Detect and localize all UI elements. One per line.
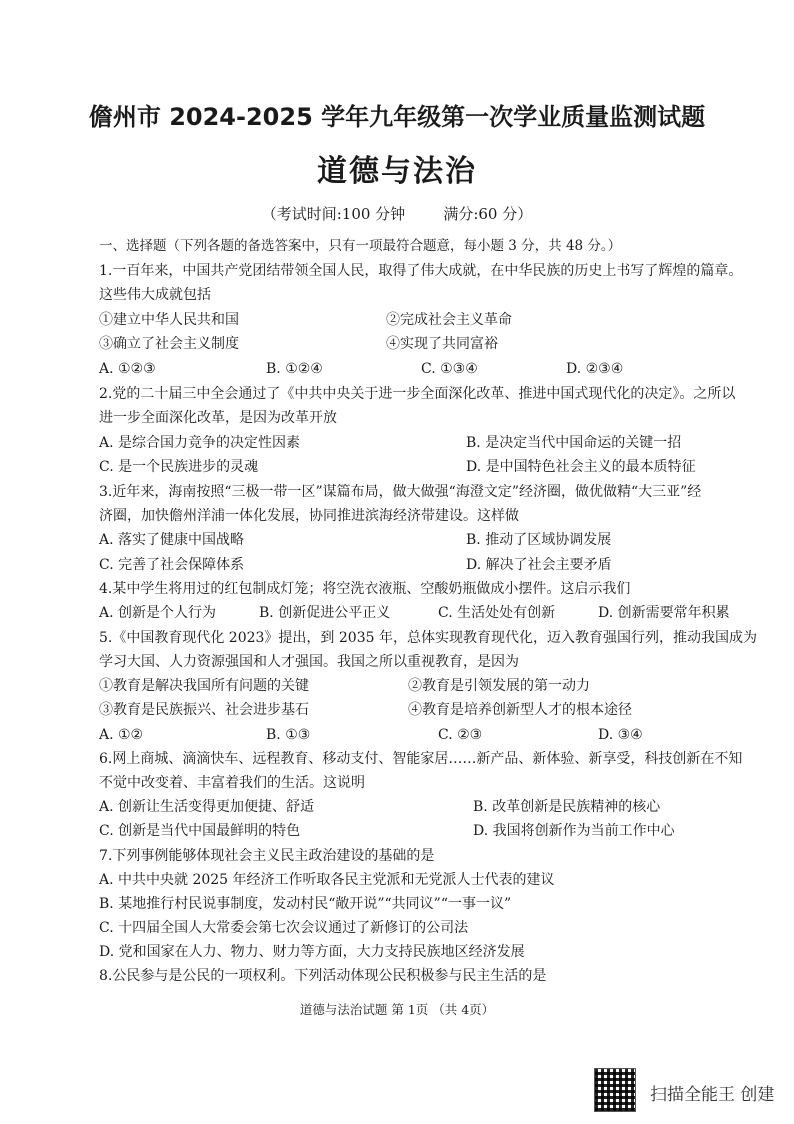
q7-option-b: B. 某地推行村民说事制度，发动村民“敞开说”“共同议”“一事一议” (99, 896, 512, 912)
q4-stem-line1: 4.某中学生将用过的红包制成灯笼；将空洗衣液瓶、空酸奶瓶做成小摆件。这启示我们 (99, 581, 631, 597)
q5-statement-4: ④教育是培养创新型人才的根本途径 (408, 702, 632, 718)
q4-option-a: A. 创新是个人行为 (99, 605, 217, 621)
q6-option-b: B. 改革创新是民族精神的核心 (473, 799, 661, 815)
q6-stem-line1: 6.网上商城、滴滴快车、远程教育、移动支付、智能家居……新产品、新体验、新享受，科技创新在不知 (99, 751, 743, 767)
q1-stem-line1: 1.一百年来，中国共产党团结带领全国人民，取得了伟大成就，在中华民族的历史上书写了辉煌的篇章。 (99, 263, 743, 279)
q5-option-c: C. ②③ (438, 727, 483, 743)
scanner-watermark-text: 扫描全能王 创建 (650, 1085, 775, 1105)
exam-title: 儋州市 2024-2025 学年九年级第一次学业质量监测试题 (88, 103, 706, 131)
q6-option-c: C. 创新是当代中国最鲜明的特色 (99, 823, 301, 839)
q6-option-a: A. 创新让生活变得更加便捷、舒适 (99, 799, 315, 815)
section-heading: 一、选择题（下列各题的备选答案中，只有一项最符合题意，每小题 3 分，共 48 分。） (99, 238, 622, 254)
q3-option-c: C. 完善了社会保障体系 (99, 557, 245, 573)
q8-stem-line1: 8.公民参与是公民的一项权利。下列活动体现公民积极参与民主生活的是 (99, 968, 547, 984)
q1-option-c: C. ①③④ (421, 361, 478, 377)
q5-statement-3: ③教育是民族振兴、社会进步基石 (99, 702, 309, 718)
subject-title: 道德与法治 (317, 154, 477, 189)
q3-option-d: D. 解决了社会主要矛盾 (466, 557, 612, 573)
q3-stem-line1: 3.近年来，海南按照“三极一带一区”谋篇布局，做大做强“海澄文定”经济圈，做优做精“大三亚”经 (99, 484, 702, 500)
q2-option-d: D. 是中国特色社会主义的最本质特征 (466, 459, 696, 475)
q1-option-a: A. ①②③ (99, 361, 156, 377)
q5-stem-line2: 学习大国、人力资源强国和人才强国。我国之所以重视教育，是因为 (99, 654, 519, 670)
exam-meta: （考试时间:100 分钟 满分:60 分） (261, 205, 533, 223)
q5-statement-1: ①教育是解决我国所有问题的关键 (99, 678, 309, 694)
q7-option-d: D. 党和国家在人力、物力、财力等方面，大力支持民族地区经济发展 (99, 944, 525, 960)
q4-option-b: B. 创新促进公平正义 (259, 605, 391, 621)
q1-statement-3: ③确立了社会主义制度 (99, 336, 239, 352)
q3-option-b: B. 推动了区域协调发展 (466, 532, 612, 548)
q6-stem-line2: 不觉中改变着、丰富着我们的生活。这说明 (99, 775, 365, 791)
q1-statement-2: ②完成社会主义革命 (386, 312, 512, 328)
q1-stem-line2: 这些伟大成就包括 (99, 287, 211, 303)
qr-code-icon (594, 1068, 636, 1112)
q7-stem-line1: 7.下列事例能够体现社会主义民主政治建设的基础的是 (99, 848, 435, 864)
q7-option-c: C. 十四届全国人大常委会第七次会议通过了新修订的公司法 (99, 920, 469, 936)
q7-option-a: A. 中共中央就 2025 年经济工作听取各民主党派和无党派人士代表的建议 (99, 872, 555, 888)
q2-stem-line1: 2.党的二十届三中全会通过了《中共中央关于进一步全面深化改革、推进中国式现代化的决定》。之所以 (99, 386, 736, 402)
scanner-watermark (594, 1068, 775, 1110)
q2-stem-line2: 进一步全面深化改革，是因为改革开放 (99, 410, 337, 426)
q1-option-d: D. ②③④ (566, 361, 624, 377)
q5-stem-line1: 5.《中国教育现代化 2023》提出，到 2035 年，总体实现教育现代化，迈入教育强国行列，推动我国成为 (99, 630, 757, 646)
q4-option-c: C. 生活处处有创新 (438, 605, 556, 621)
q2-option-c: C. 是一个民族进步的灵魂 (99, 459, 259, 475)
q1-statement-4: ④实现了共同富裕 (386, 336, 498, 352)
q3-option-a: A. 落实了健康中国战略 (99, 532, 245, 548)
page-footer: 道德与法治试题 第 1页 （共 4页） (299, 1002, 495, 1017)
q1-statement-1: ①建立中华人民共和国 (99, 312, 239, 328)
q2-option-b: B. 是决定当代中国命运的关键一招 (466, 435, 682, 451)
q4-option-d: D. 创新需要常年积累 (598, 605, 730, 621)
q2-option-a: A. 是综合国力竞争的决定性因素 (99, 435, 301, 451)
q5-statement-2: ②教育是引领发展的第一动力 (408, 678, 590, 694)
q5-option-b: B. ①③ (266, 727, 311, 743)
q1-option-b: B. ①②④ (266, 361, 323, 377)
q3-stem-line2: 济圈，加快儋州洋浦一体化发展，协同推进滨海经济带建设。这样做 (99, 508, 519, 524)
q5-option-a: A. ①② (99, 727, 144, 743)
q6-option-d: D. 我国将创新作为当前工作中心 (473, 823, 675, 839)
q5-option-d: D. ③④ (598, 727, 643, 743)
